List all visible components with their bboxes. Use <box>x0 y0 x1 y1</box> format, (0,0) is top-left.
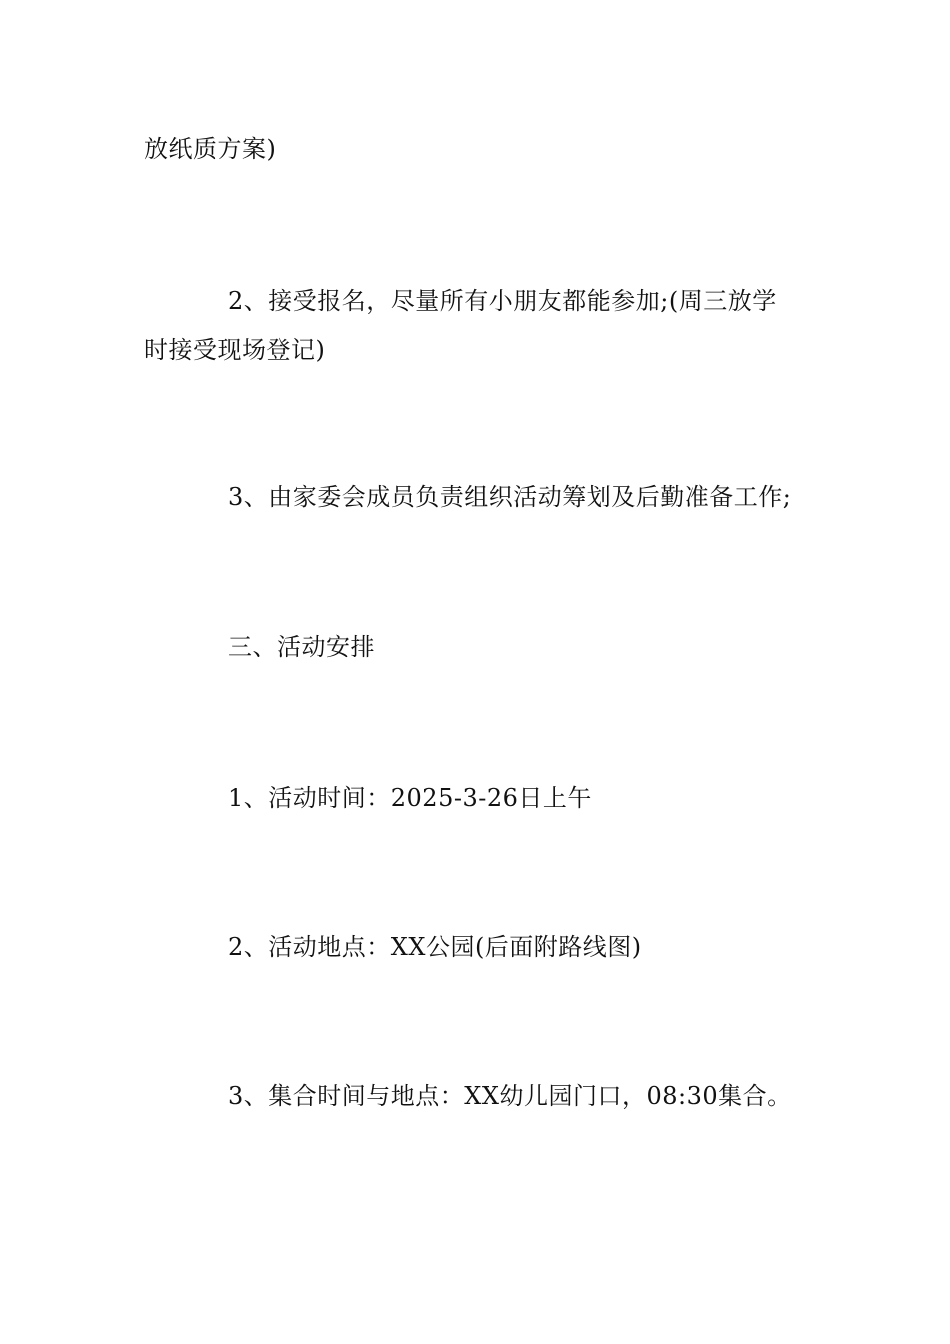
list-item-assembly: 3、集合时间与地点：XX幼儿园门口，08:30集合。 <box>228 1082 792 1110</box>
paragraph-continuation: 放纸质方案) <box>144 135 277 163</box>
list-item-location: 2、活动地点：XX公园(后面附路线图) <box>228 933 642 961</box>
section-heading: 三、活动安排 <box>228 633 375 661</box>
list-item-time: 1、活动时间：2025-3-26日上午 <box>228 784 592 812</box>
list-item-registration: 2、接受报名，尽量所有小朋友都能参加;(周三放学 <box>228 287 777 315</box>
list-item-committee: 3、由家委会成员负责组织活动筹划及后勤准备工作; <box>228 483 792 511</box>
list-item-registration-continuation: 时接受现场登记) <box>144 336 326 364</box>
